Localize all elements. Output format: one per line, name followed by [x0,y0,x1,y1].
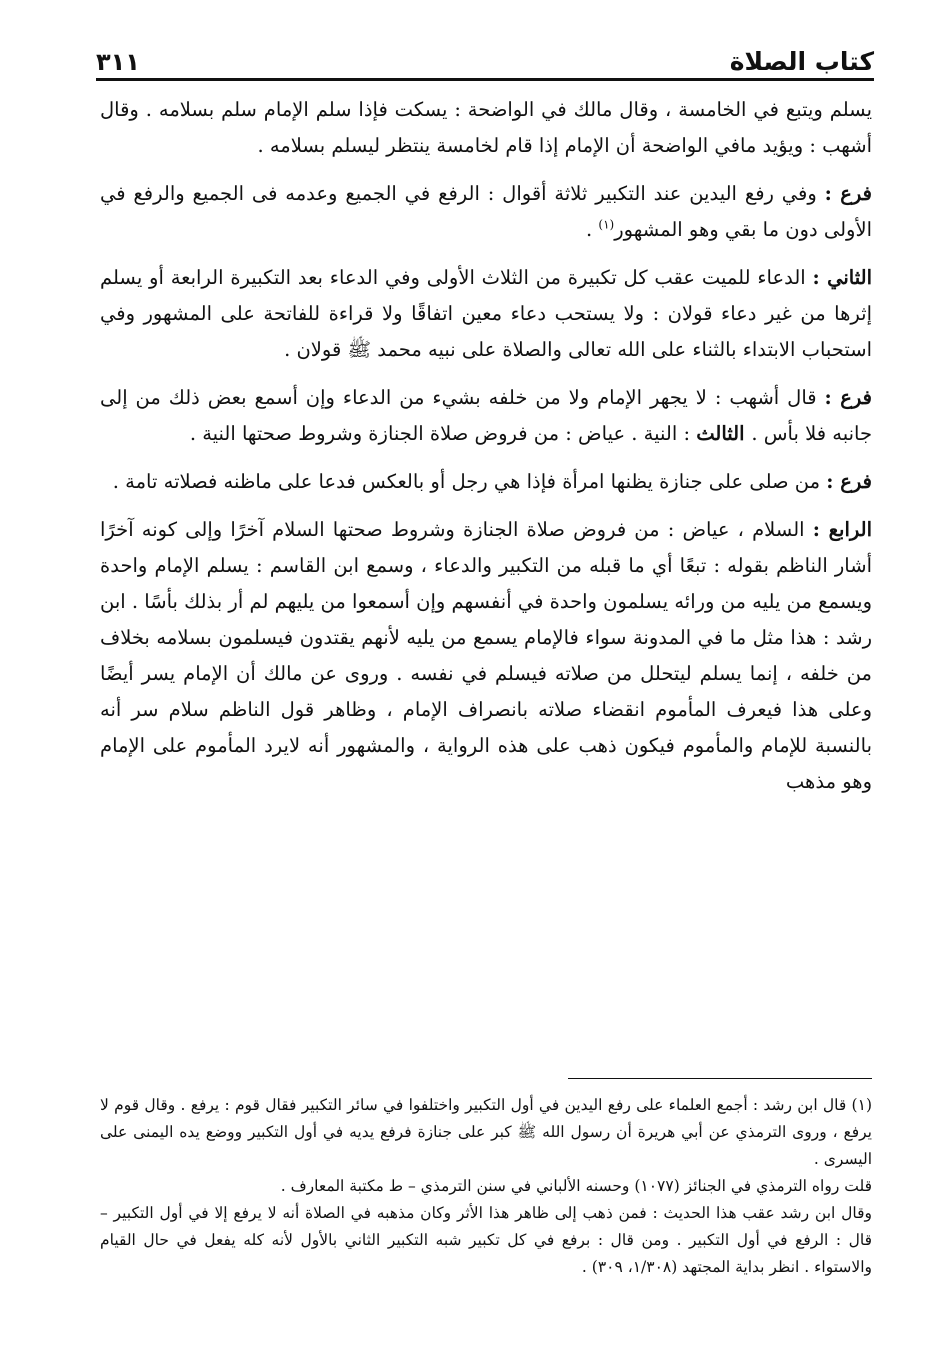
footnote-1: (١) قال ابن رشد : أجمع العلماء على رفع اليدين في أول التكبير واختلفوا في سائر التكبير فقال قوم : يرفع . وقال قوم لا يرفع ، وروى الترمذي عن أبي هريرة أن رسول الله ﷺ كبر على جنازة فرفع يديه في أول التكبير ووضع يده اليمنى على اليسرى . [100,1096,872,1168]
paragraph-4-text: قال أشهب : لا يجهر الإمام ولا من خلفه بشيء من الدعاء وإن أسمع بعض ذلك من إلى جانبه فلا بأس . [100,386,872,445]
paragraph-5 [100,464,872,500]
paragraph-4-lead: فرع : [824,386,872,409]
paragraph-6 [100,512,872,800]
running-title: كتاب الصلاة [729,47,874,76]
page-header [96,30,874,74]
paragraph-1 [100,92,872,164]
paragraph-2-text: وفي رفع اليدين عند التكبير ثلاثة أقوال : الرفع في الجميع وعدمه فى الجميع والرفع في الأولى دون ما بقي وهو المشهور [100,182,872,241]
paragraph-1-text: يسلم ويتبع في الخامسة ، وقال مالك في الواضحة : يسكت فإذا سلم الإمام سلم بسلامه . وقال أشهب : ويؤيد مافي الواضحة أن الإمام إذا قام لخامسة ينتظر ليسلم بسلامه . [100,98,872,157]
footnote-1-citation: قلت رواه الترمذي في الجنائز (١٠٧٧) وحسنه الألباني في سنن الترمذي – ط مكتبة المعارف . [280,1177,872,1195]
header-rule [96,78,874,81]
paragraph-2-tail: . [585,218,599,241]
paragraph-3-text: الدعاء للميت عقب كل تكبيرة من الثلاث الأولى وفي الدعاء بعد التكبيرة الرابعة أو يسلم إثرها من غير دعاء قولان : ولا يستحب دعاء معين اتفاقًا ولا قراءة للفاتحة على المشهور وفي استحباب الابتداء بالثناء على الله تعالى والصلاة على نبيه محمد ﷺ قولان . [100,266,872,361]
footnote-separator [568,1078,872,1079]
paragraph-5-lead: فرع : [826,470,872,493]
paragraph-3 [100,260,872,368]
paragraph-6-lead: الرابع : [812,518,872,541]
page-number: ٣١١ [96,48,140,76]
paragraph-2-lead: فرع : [824,182,872,205]
paragraph-5-text: من صلى على جنازة يظنها امرأة فإذا هي رجل أو بالعكس فدعا على ماظنه فصلاته تامة . [112,470,827,493]
footnote-ref-1: (١) [598,217,615,232]
paragraph-4-after-bold: : النية . عياض : من فروض صلاة الجنازة وشروط صحتها النية . [189,422,697,445]
footnotes [100,1092,872,1281]
paragraph-6-text: السلام ، عياض : من فروض صلاة الجنازة وشروط صحتها السلام آخرًا وإلى كونه آخرًا أشار الناظم بقوله : تبعًا أي ما قبله من التكبير والدعاء ، وسمع ابن القاسم : يسلم الإمام واحدة ويسمع من يليه من ورائه يسلمون واحدة في أنفسهم وإن أسمعوا من يليهم لم أر بذلك بأسًا . ابن رشد : هذا مثل ما في المدونة سواء فالإمام يسمع من يليه لأنهم يقتدون فيسلمون بسلامه بخلاف من خلفه ، إنما يسلم ليتحلل من صلاته فيسلم في نفسه . وروى عن مالك أن الإمام يسر أيضًا وعلى هذا فيعرف المأموم انقضاء صلاته بانصراف الإمام ، وظاهر قول الناظم سلام سر أنه بالنسبة للإمام والمأموم فيكون ذهب على هذه الرواية ، والمشهور أنه لايرد المأموم على الإمام وهو مذهب [100,518,872,793]
footnote-1-commentary: وقال ابن رشد عقب هذا الحديث : فمن ذهب إلى ظاهر هذا الأثر وكان مذهبه في الصلاة أنه لا يرفع إلا في أول التكبير – قال : الرفع في أول التكبير . ومن قال : برفع في كل تكبير شبه التكبير الثاني بالأول لأنه كله يفعل في حال القيام والاستواء . انظر بداية المجتهد (١/٣٠٨، ٣٠٩) . [100,1204,872,1276]
main-text [100,92,872,812]
paragraph-4 [100,380,872,452]
paragraph-2 [100,176,872,248]
paragraph-3-lead: الثاني : [812,266,872,289]
paragraph-4-bold: الثالث [696,422,752,445]
